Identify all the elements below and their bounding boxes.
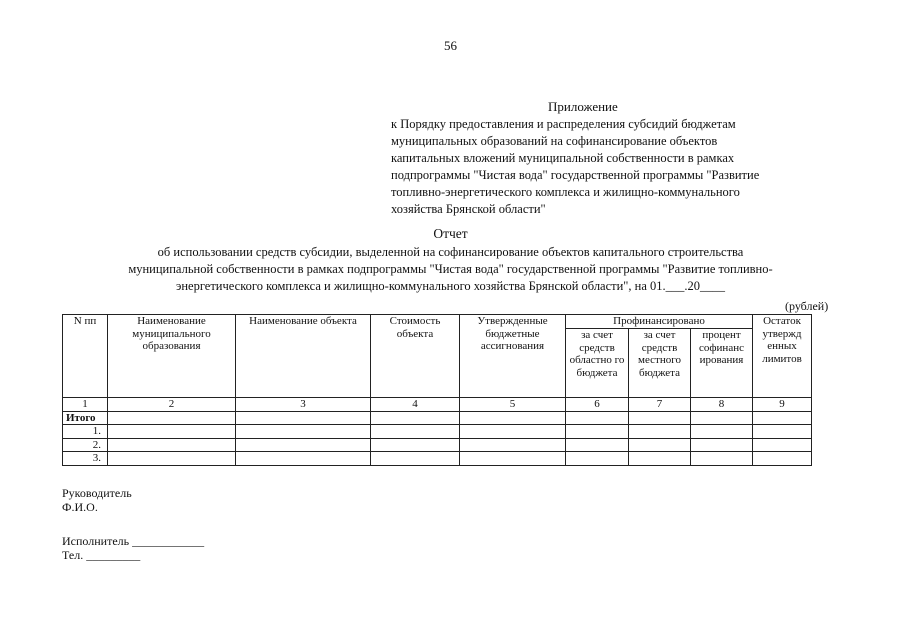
table-row [63, 425, 812, 439]
table-cell [460, 411, 566, 425]
header-regional-budget: за счет средств областно го бюджета [566, 329, 629, 398]
table-cell [108, 438, 236, 452]
report-line: муниципальной собственности в рамках подпрограммы "Чистая вода" государственной программы "Развитие топливно- [128, 262, 773, 276]
table-cell [236, 425, 371, 439]
column-number: 2 [108, 398, 236, 412]
table-cell [566, 438, 629, 452]
report-line: об использовании средств субсидии, выделенной на софинансирование объектов капитального строительства [157, 245, 744, 259]
header-municipality: Наименование муниципального образования [108, 315, 236, 398]
appendix-line: муниципальных образований на софинансирование объектов [391, 134, 718, 148]
report-title: Отчет [433, 226, 468, 241]
table-cell [566, 425, 629, 439]
table-cell [460, 438, 566, 452]
column-number: 4 [371, 398, 460, 412]
column-number: 3 [236, 398, 371, 412]
executor-label: Исполнитель ____________ [62, 534, 205, 548]
appendix-line: к Порядку предоставления и распределения субсидий бюджетам [391, 117, 736, 131]
table-cell [629, 425, 691, 439]
column-number: 8 [691, 398, 753, 412]
header-remaining-limits: Остаток утвержд енных лимитов [753, 315, 812, 398]
header-object-name: Наименование объекта [236, 315, 371, 398]
table-cell [566, 452, 629, 466]
report-line: энергетического комплекса и жилищно-коммунального хозяйства Брянской области", на 01.___.20____ [175, 279, 726, 293]
head-label: Руководитель [62, 486, 132, 500]
header-row [63, 315, 812, 329]
column-number: 1 [63, 398, 108, 412]
header-approved-allocations: Утвержденные бюджетные ассигнования [460, 315, 566, 398]
currency-units: (рублей) [785, 299, 829, 313]
header-row-number: N пп [63, 315, 108, 398]
row-number: 1. [63, 425, 108, 439]
page-number: 56 [444, 38, 457, 53]
column-number: 9 [753, 398, 812, 412]
report-subtitle [0, 244, 901, 295]
table-cell [371, 438, 460, 452]
table-cell [236, 411, 371, 425]
table-row [63, 438, 812, 452]
report-table [62, 314, 812, 466]
table-cell [753, 438, 812, 452]
table-cell [236, 452, 371, 466]
table-cell [753, 452, 812, 466]
table-cell [108, 452, 236, 466]
table-cell [371, 425, 460, 439]
table-cell [691, 438, 753, 452]
table-cell [629, 438, 691, 452]
table-cell [371, 411, 460, 425]
appendix-text [391, 116, 759, 218]
table-cell [691, 425, 753, 439]
table-cell [460, 425, 566, 439]
phone-label: Тел. _________ [62, 548, 141, 562]
table-cell [108, 425, 236, 439]
column-number: 6 [566, 398, 629, 412]
header-local-budget: за счет средств местного бюджета [629, 329, 691, 398]
appendix-title: Приложение [548, 99, 618, 114]
table-cell [691, 452, 753, 466]
column-number-row [63, 398, 812, 412]
column-number: 7 [629, 398, 691, 412]
signature-block [62, 486, 204, 562]
appendix-line: топливно-энергетического комплекса и жилищно-коммунального [391, 185, 740, 199]
head-name-label: Ф.И.О. [62, 500, 98, 514]
table-cell [629, 452, 691, 466]
row-number: 2. [63, 438, 108, 452]
table-cell [753, 425, 812, 439]
appendix-line: хозяйства Брянской области" [391, 202, 546, 216]
table-cell [460, 452, 566, 466]
table-row [63, 452, 812, 466]
total-label: Итого [63, 411, 108, 425]
table-cell [629, 411, 691, 425]
header-object-cost: Стоимость объекта [371, 315, 460, 398]
table-cell [753, 411, 812, 425]
table-cell [236, 438, 371, 452]
column-number: 5 [460, 398, 566, 412]
table-cell [371, 452, 460, 466]
table-cell [108, 411, 236, 425]
appendix-line: капитальных вложений муниципальной собственности в рамках [391, 151, 735, 165]
table-cell [691, 411, 753, 425]
appendix-line: подпрограммы "Чистая вода" государственной программы "Развитие [391, 168, 760, 182]
header-cofinancing-percent: процент софинанс ирования [691, 329, 753, 398]
header-financed: Профинансировано [566, 315, 753, 329]
row-number: 3. [63, 452, 108, 466]
table-cell [566, 411, 629, 425]
total-row [63, 411, 812, 425]
